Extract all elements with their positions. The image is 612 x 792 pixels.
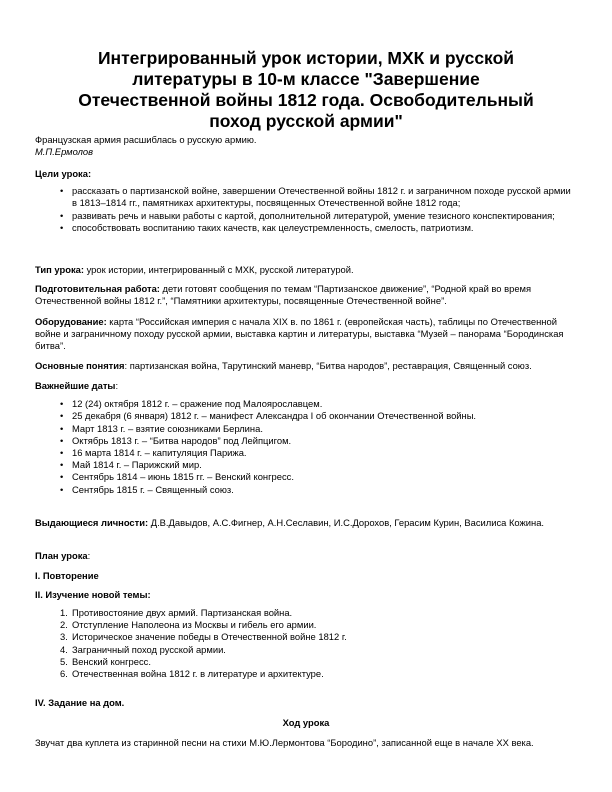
- prep-work: [35, 283, 577, 307]
- plan-part-4: IV. Задание на дом.: [35, 697, 125, 708]
- list-item: • Май 1814 г. – Парижский мир.: [35, 459, 577, 471]
- lesson-type: [35, 264, 577, 276]
- list-item: • Сентябрь 1815 г. – Священный союз.: [35, 484, 577, 496]
- title-line: Отечественной войны 1812 года. Освободительный: [78, 90, 534, 110]
- plan-colon: :: [87, 550, 91, 561]
- list-item: • Март 1813 г. – взятие союзниками Берлина.: [35, 423, 577, 435]
- item-number: 4.: [60, 643, 68, 655]
- list-item: • Сентябрь 1814 – июнь 1815 гг. – Венский конгресс.: [35, 471, 577, 483]
- concepts-label: Основные понятия: [35, 360, 125, 371]
- plan-part-1: I. Повторение: [35, 570, 99, 581]
- goals-section: [35, 168, 577, 234]
- item-number: 1.: [60, 607, 68, 618]
- list-item: • 16 марта 1814 г. – капитуляция Парижа.: [35, 447, 577, 459]
- list-item: [35, 619, 577, 631]
- prep-text: дети готовят сообщения по темам “Партизанское движение”, “Родной край во время Отечественной войны 1812 г.”, “Памятники архитектуры, посвященные Отечественной войне”.: [35, 283, 532, 307]
- list-item: [35, 607, 577, 619]
- item-text: Отечественная война 1812 г. в литературе и архитектуре.: [72, 668, 324, 680]
- title-line: поход русской армии": [209, 111, 403, 131]
- list-item: [35, 668, 577, 680]
- item-text: Отступление Наполеона из Москвы и гибель его армии.: [72, 619, 317, 631]
- item-text: Противостояние двух армий. Партизанская война.: [72, 607, 293, 618]
- plan-heading-line: [35, 550, 577, 562]
- list-item: • способствовать воспитанию таких качеств, как целеустремленность, смелость, патриотизм.: [35, 222, 577, 234]
- list-item: [35, 631, 577, 643]
- title-line: литературы в 10-м классе "Завершение: [132, 69, 480, 89]
- list-item: • рассказать о партизанской войне, завершении Отечественной войны 1812 г. и заграничном походе русской армии в 1813–1814 гг., памятниках архитектуры, посвященных Отечественной войне 1812 года;: [35, 185, 577, 209]
- course-heading: Ход урока: [282, 717, 330, 728]
- plan-list-section: [35, 607, 577, 680]
- persons: [35, 517, 577, 529]
- goals-list: [35, 185, 577, 234]
- equipment-label: Оборудование:: [35, 316, 107, 327]
- course-text: Звучат два куплета из старинной песни на стихи М.Ю.Лермонтова “Бородино”, записанной еще в начале XX века.: [35, 737, 534, 748]
- item-number: 6.: [60, 668, 68, 680]
- lesson-type-label: Тип урока:: [35, 264, 84, 275]
- epigraph-author: М.П.Ермолов: [35, 145, 94, 157]
- list-item: [35, 656, 577, 668]
- list-item: • Октябрь 1813 г. – “Битва народов” под Лейпцигом.: [35, 435, 577, 447]
- list-item: [35, 644, 577, 656]
- title-line: Интегрированный урок истории, МХК и русской: [97, 48, 515, 68]
- item-number: 3.: [60, 631, 68, 643]
- list-item: • 25 декабря (6 января) 1812 г. – манифест Александра I об окончании Отечественной войны.: [35, 410, 577, 422]
- dates-colon: :: [115, 380, 119, 391]
- persons-label: Выдающиеся личности:: [35, 517, 149, 528]
- epigraph: [35, 134, 257, 157]
- goals-heading: Цели урока:: [35, 168, 92, 179]
- lesson-type-text: урок истории, интегрированный с МХК, русской литературой.: [83, 264, 354, 275]
- plan-list: [35, 607, 577, 680]
- item-text: Венский конгресс.: [72, 655, 151, 667]
- dates-list: [35, 398, 577, 496]
- list-item: • развивать речь и навыки работы с картой, дополнительной литературой, умение тезисного конспектирования;: [35, 210, 577, 222]
- item-number: 5.: [60, 655, 68, 667]
- item-text: Историческое значение победы в Отечественной войне 1812 г.: [72, 631, 347, 643]
- item-number: 2.: [60, 619, 68, 631]
- dates-heading: Важнейшие даты: [35, 380, 116, 391]
- equipment: [35, 316, 577, 353]
- concepts: [35, 360, 577, 372]
- epigraph-text: Французская армия расшиблась о русскую армию.: [35, 134, 257, 145]
- page-title: [35, 48, 577, 132]
- list-item: • 12 (24) октября 1812 г. – сражение под Малоярославцем.: [35, 398, 577, 410]
- plan-heading: План урока: [35, 550, 88, 561]
- dates-section: [35, 380, 577, 496]
- plan-part-2: II. Изучение новой темы:: [35, 589, 151, 600]
- persons-text: Д.В.Давыдов, А.С.Фигнер, А.Н.Сеславин, И.С.Дорохов, Герасим Курин, Василиса Кожина.: [148, 517, 545, 528]
- item-text: Заграничный поход русской армии.: [72, 643, 226, 655]
- equipment-text: карта “Российская империя с начала XIX в. по 1861 г. (европейская часть), таблицы по Отечественной войне и заграничному походу русской армии, выставка картин и литературы, выставка “Музей – панорама “Бородинская битва”.: [35, 316, 564, 352]
- prep-label: Подготовительная работа:: [35, 283, 160, 294]
- concepts-text: : партизанская война, Тарутинский маневр, “Битва народов”, реставрация, Священный союз.: [124, 360, 532, 371]
